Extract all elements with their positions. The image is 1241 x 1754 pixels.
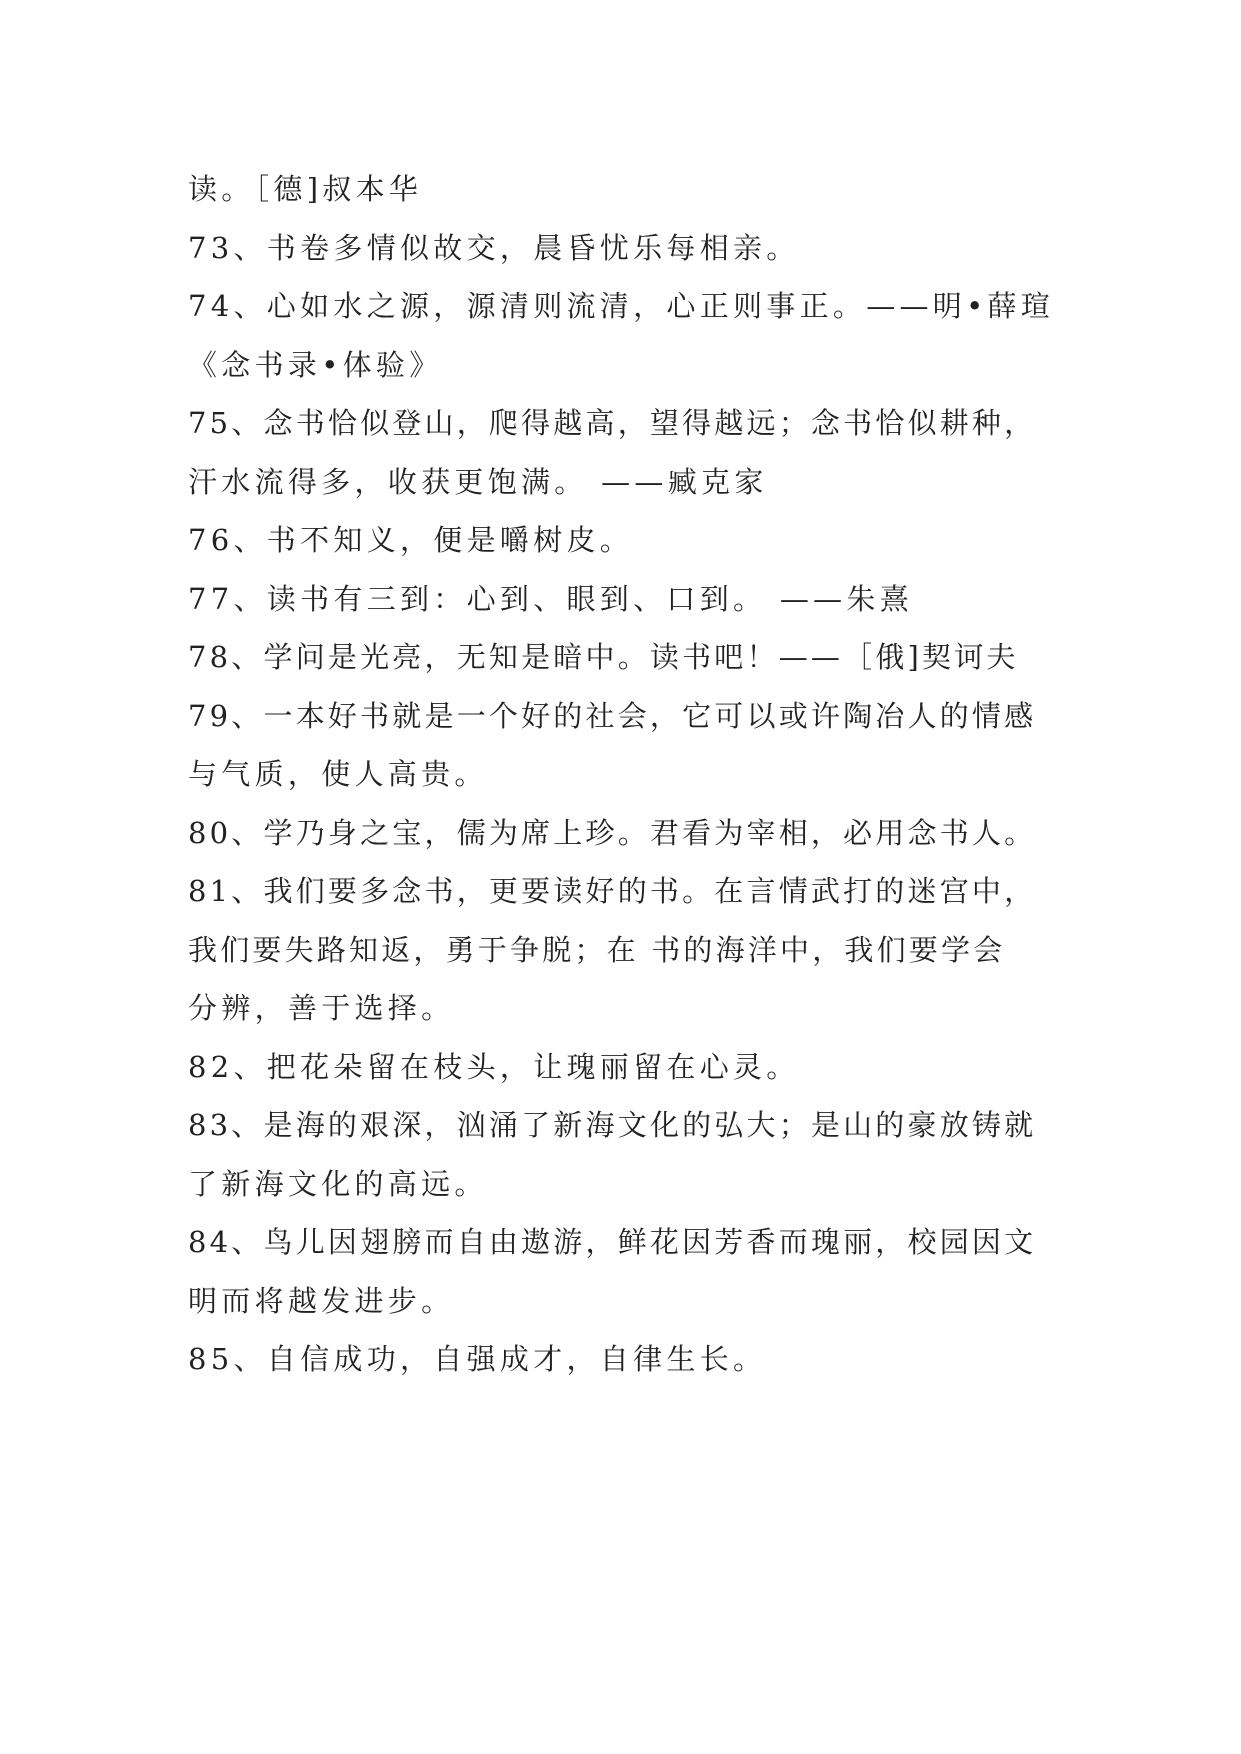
text-line: 77、读书有三到：心到、眼到、口到。 ——朱熹 xyxy=(188,581,914,616)
text-line: 83、是海的艰深，汹涌了新海文化的弘大；是山的豪放铸就 xyxy=(188,1108,1037,1142)
text-line: 73、书卷多情似故交，晨昏忧乐每相亲。 xyxy=(188,230,800,265)
text-line: 明而将越发进步。 xyxy=(188,1283,455,1318)
text-line: 79、一本好书就是一个好的社会，它可以或许陶冶人的情感 xyxy=(188,698,1037,733)
text-line: 读。［德]叔本华 xyxy=(188,172,423,206)
text-line: 我们要失路知返，勇于争脱；在 书的海洋中，我们要学会 xyxy=(188,932,1006,967)
text-line: 《念书录•体验》 xyxy=(188,347,443,382)
text-line: 了新海文化的高远。 xyxy=(188,1166,488,1201)
text-line: 78、学问是光亮，无知是暗中。读书吧！——［俄]契诃夫 xyxy=(188,640,1019,674)
text-line: 汗水流得多，收获更饱满。 ——臧克家 xyxy=(188,464,768,499)
text-line: 74、心如水之源，源清则流清，心正则事正。——明•薛瑄 xyxy=(188,289,1055,323)
text-line: 80、学乃身之宝，儒为席上珍。君看为宰相，必用念书人。 xyxy=(188,815,1037,850)
text-line: 75、念书恰似登山，爬得越高，望得越远；念书恰似耕种， xyxy=(188,406,1037,440)
text-line: 82、把花朵留在枝头，让瑰丽留在心灵。 xyxy=(188,1049,800,1084)
text-line: 76、书不知义，便是嚼树皮。 xyxy=(188,523,634,557)
text-line: 85、自信成功，自强成才，自律生长。 xyxy=(188,1342,767,1376)
document-body xyxy=(188,160,1068,1389)
text-line: 84、鸟儿因翅膀而自由遨游，鲜花因芳香而瑰丽，校园因文 xyxy=(188,1225,1037,1259)
text-line: 分辨，善于选择。 xyxy=(188,991,455,1025)
text-line: 与气质，使人高贵。 xyxy=(188,757,488,791)
text-line: 81、我们要多念书，更要读好的书。在言情武打的迷宫中， xyxy=(188,874,1037,908)
